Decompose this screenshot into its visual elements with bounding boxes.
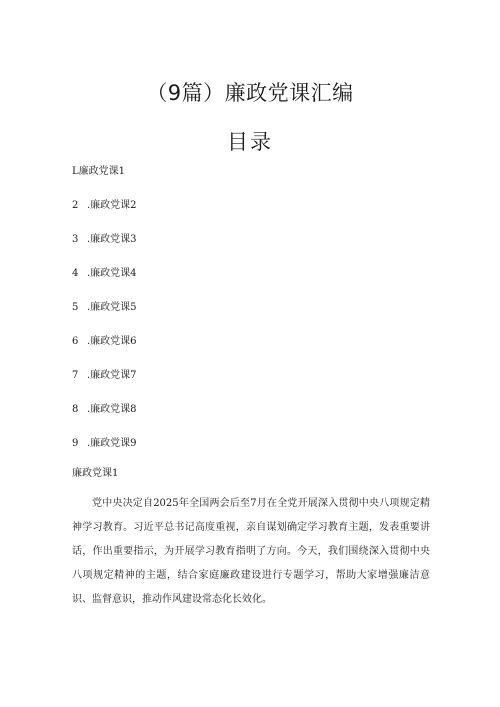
toc-item-number: 9: [72, 438, 79, 449]
toc-item[interactable]: [72, 333, 137, 367]
toc-item-number: 8: [72, 404, 79, 415]
toc-item-number: 6: [72, 336, 79, 347]
toc-item-label: .廉政党课9: [87, 438, 137, 449]
toc-item-label: .廉政党课3: [87, 234, 137, 245]
table-of-contents: [72, 163, 137, 469]
toc-item-label: 廉政党课1: [78, 166, 126, 177]
toc-item-label: .廉政党课8: [87, 404, 137, 415]
toc-item-number: 3: [72, 234, 79, 245]
section-title: 廉政党课1: [72, 468, 119, 479]
toc-item-label: .廉政党课7: [87, 370, 137, 381]
toc-item[interactable]: [72, 299, 137, 333]
body-paragraph: 党中央决定自2025年全国两会后至7月在全党开展深入贯彻中央八项规定精神学习教育。习近平总书记高度重视，亲自谋划确定学习教育主题，发表重要讲话，作出重要指示，为开展学习教育指明了方向。今天，我们围绕深入贯彻中央八项规定精神的主题，结合家庭廉政建设进行专题学习，帮助大家增强廉洁意识、监督意识，推动作风建设常态化长效化。: [72, 498, 430, 605]
toc-item-number: 7: [72, 370, 79, 381]
toc-item-number: 4: [72, 268, 79, 279]
toc-item-label: .廉政党课5: [87, 302, 137, 313]
toc-heading: 目录: [227, 130, 273, 154]
toc-item-label: .廉政党课4: [87, 268, 137, 279]
toc-item-label: .廉政党课2: [87, 200, 137, 211]
document-title: （9篇）廉政党课汇编: [146, 81, 354, 105]
toc-item[interactable]: [72, 163, 137, 197]
toc-item-number: 2: [72, 200, 79, 211]
toc-item[interactable]: [72, 197, 137, 231]
toc-item[interactable]: [72, 231, 137, 265]
toc-item[interactable]: [72, 401, 137, 435]
toc-item-number: L: [72, 166, 79, 177]
toc-item-label: .廉政党课6: [87, 336, 137, 347]
toc-item-number: 5: [72, 302, 79, 313]
toc-item[interactable]: [72, 265, 137, 299]
toc-item[interactable]: [72, 367, 137, 401]
